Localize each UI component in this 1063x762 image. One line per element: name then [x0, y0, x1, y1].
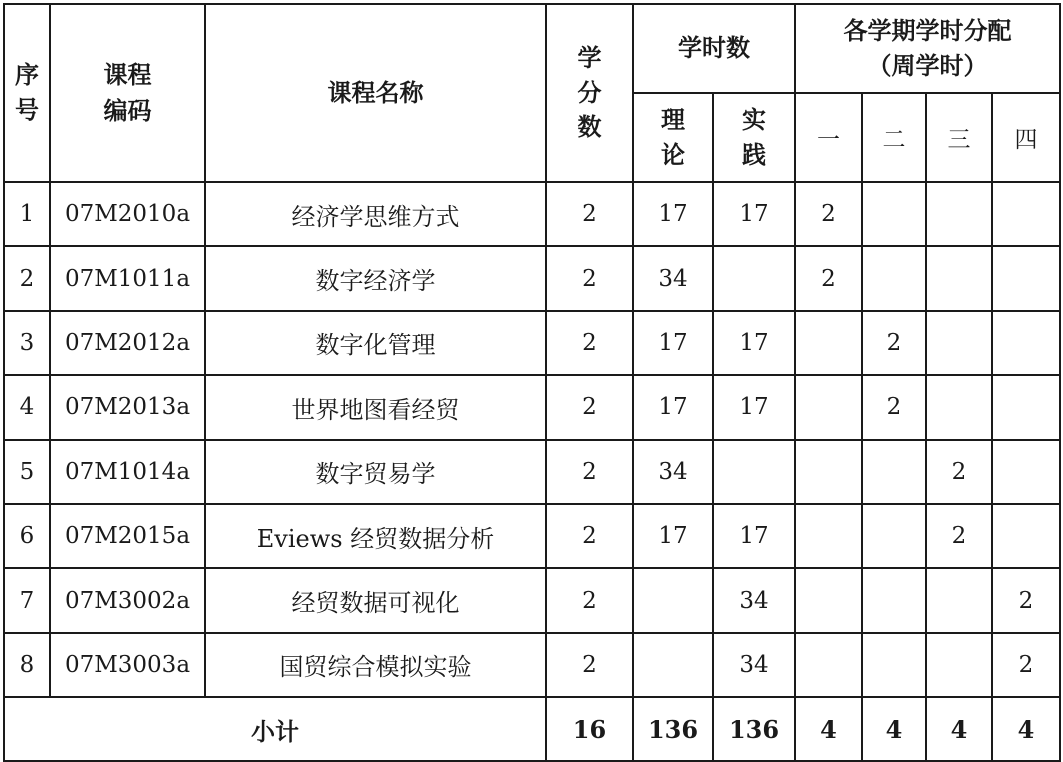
cell-practice: 17 [713, 375, 795, 439]
cell-theory: 17 [633, 375, 713, 439]
table-row [4, 568, 1060, 632]
header-row-1 [4, 4, 1060, 93]
cell-code: 07M1011a [50, 246, 205, 310]
table-row [4, 633, 1060, 697]
cell-semester-4 [992, 440, 1060, 504]
cell-semester-1: 2 [795, 246, 862, 310]
cell-seq: 7 [4, 568, 50, 632]
cell-semester-1 [795, 568, 862, 632]
header-name: 课程名称 [205, 4, 546, 182]
cell-semester-4 [992, 504, 1060, 568]
cell-theory [633, 568, 713, 632]
cell-credits: 2 [546, 440, 633, 504]
cell-semester-4 [992, 375, 1060, 439]
cell-semester-3 [926, 246, 992, 310]
cell-credits: 2 [546, 568, 633, 632]
cell-practice [713, 440, 795, 504]
cell-seq: 6 [4, 504, 50, 568]
header-credits: 学分数 [546, 4, 633, 182]
cell-seq: 4 [4, 375, 50, 439]
cell-seq: 1 [4, 182, 50, 246]
header-semester-3: 三 [926, 93, 992, 182]
table-body [4, 4, 1060, 761]
cell-practice: 34 [713, 568, 795, 632]
cell-credits: 2 [546, 246, 633, 310]
cell-semester-2 [862, 246, 926, 310]
cell-seq: 5 [4, 440, 50, 504]
cell-name: 世界地图看经贸 [205, 375, 546, 439]
cell-practice: 17 [713, 311, 795, 375]
cell-semester-1 [795, 633, 862, 697]
cell-name: 国贸综合模拟实验 [205, 633, 546, 697]
cell-semester-4 [992, 182, 1060, 246]
cell-code: 07M2013a [50, 375, 205, 439]
table-row [4, 375, 1060, 439]
total-semester-4: 4 [992, 697, 1060, 761]
cell-seq: 8 [4, 633, 50, 697]
cell-semester-3 [926, 375, 992, 439]
total-practice: 136 [713, 697, 795, 761]
cell-seq: 2 [4, 246, 50, 310]
total-semester-3: 4 [926, 697, 992, 761]
cell-semester-2 [862, 568, 926, 632]
cell-semester-2 [862, 182, 926, 246]
total-label: 小计 [4, 697, 546, 761]
header-semester-1: 一 [795, 93, 862, 182]
cell-credits: 2 [546, 375, 633, 439]
cell-semester-2 [862, 440, 926, 504]
cell-name: 经济学思维方式 [205, 182, 546, 246]
cell-semester-3: 2 [926, 440, 992, 504]
cell-semester-1 [795, 375, 862, 439]
cell-semester-1: 2 [795, 182, 862, 246]
cell-name: 数字经济学 [205, 246, 546, 310]
cell-semester-2 [862, 504, 926, 568]
cell-theory: 34 [633, 246, 713, 310]
cell-semester-4: 2 [992, 633, 1060, 697]
table-row [4, 504, 1060, 568]
table-row [4, 311, 1060, 375]
cell-semester-3 [926, 311, 992, 375]
total-semester-1: 4 [795, 697, 862, 761]
cell-name: Eviews 经贸数据分析 [205, 504, 546, 568]
cell-code: 07M2010a [50, 182, 205, 246]
cell-semester-1 [795, 311, 862, 375]
cell-practice: 34 [713, 633, 795, 697]
cell-semester-3 [926, 182, 992, 246]
cell-practice: 17 [713, 182, 795, 246]
cell-semester-4 [992, 246, 1060, 310]
cell-seq: 3 [4, 311, 50, 375]
cell-credits: 2 [546, 633, 633, 697]
cell-semester-4 [992, 311, 1060, 375]
header-code: 课程编码 [50, 4, 205, 182]
cell-credits: 2 [546, 311, 633, 375]
cell-semester-1 [795, 440, 862, 504]
cell-semester-2 [862, 633, 926, 697]
header-semester-2: 二 [862, 93, 926, 182]
table-row [4, 246, 1060, 310]
cell-theory: 17 [633, 311, 713, 375]
total-row [4, 697, 1060, 761]
header-theory: 理论 [633, 93, 713, 182]
cell-semester-1 [795, 504, 862, 568]
cell-credits: 2 [546, 182, 633, 246]
cell-semester-3: 2 [926, 504, 992, 568]
cell-code: 07M3002a [50, 568, 205, 632]
cell-theory [633, 633, 713, 697]
cell-credits: 2 [546, 504, 633, 568]
total-semester-2: 4 [862, 697, 926, 761]
header-seq: 序号 [4, 4, 50, 182]
cell-semester-4: 2 [992, 568, 1060, 632]
cell-name: 经贸数据可视化 [205, 568, 546, 632]
total-credits: 16 [546, 697, 633, 761]
cell-practice: 17 [713, 504, 795, 568]
table-row [4, 440, 1060, 504]
cell-code: 07M2015a [50, 504, 205, 568]
total-theory: 136 [633, 697, 713, 761]
cell-semester-3 [926, 568, 992, 632]
cell-semester-2: 2 [862, 311, 926, 375]
header-semester-4: 四 [992, 93, 1060, 182]
cell-code: 07M2012a [50, 311, 205, 375]
table-row [4, 182, 1060, 246]
course-schedule-table [3, 3, 1061, 762]
cell-theory: 17 [633, 182, 713, 246]
cell-practice [713, 246, 795, 310]
cell-code: 07M3003a [50, 633, 205, 697]
cell-semester-2: 2 [862, 375, 926, 439]
header-practice: 实践 [713, 93, 795, 182]
cell-theory: 34 [633, 440, 713, 504]
cell-name: 数字贸易学 [205, 440, 546, 504]
cell-code: 07M1014a [50, 440, 205, 504]
cell-semester-3 [926, 633, 992, 697]
header-semester-group: 各学期学时分配（周学时） [795, 4, 1060, 93]
header-hours: 学时数 [633, 4, 795, 93]
cell-theory: 17 [633, 504, 713, 568]
cell-name: 数字化管理 [205, 311, 546, 375]
